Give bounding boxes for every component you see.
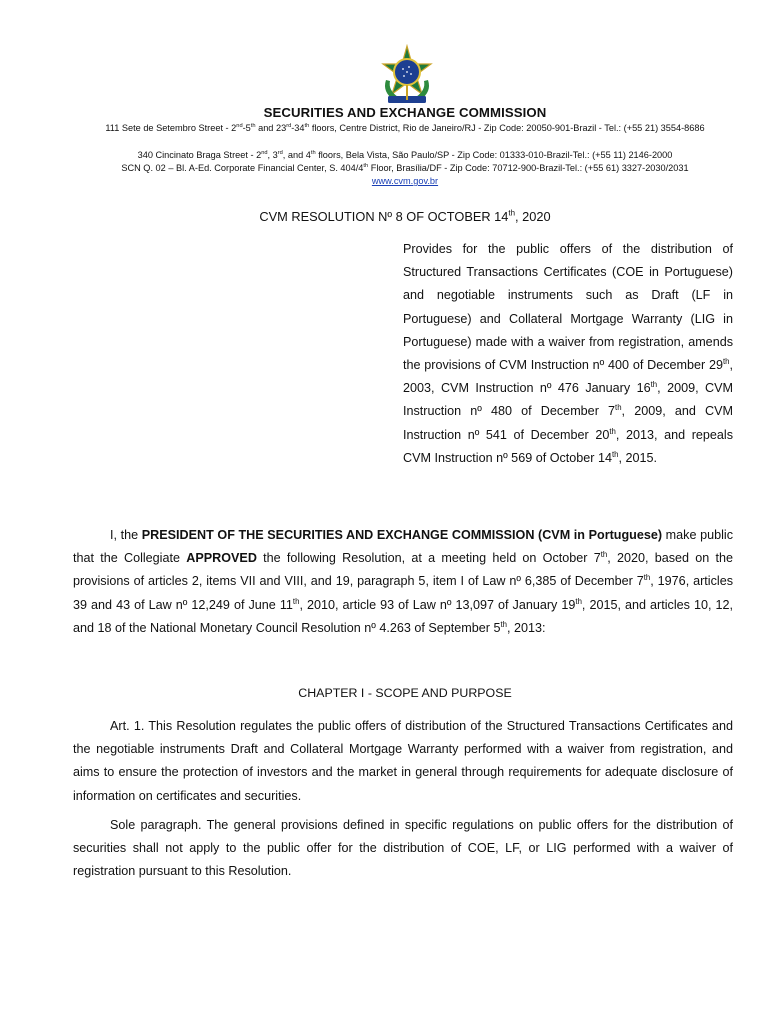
website-link[interactable]: www.cvm.gov.br (371, 176, 439, 186)
address-brasilia: SCN Q. 02 – Bl. A-Ed. Corporate Financial Center, S. 404/4th Floor, Brasília/DF - Zip Code: 70712-900-Brazil-Tel.: (+55 61) 3327-2030/2031 (121, 162, 689, 173)
chapter-heading: CHAPTER I - SCOPE AND PURPOSE (298, 686, 512, 700)
intro-paragraph: I, the PRESIDENT OF THE SECURITIES AND EXCHANGE COMMISSION (CVM in Portuguese) make public that the Collegiate APPROVED the following Resolution, at a meeting held on October 7th, 2020, based on the provisions of articles 2, items VII and VIII, and 19, paragraph 5, item I of Law nº 6,385 of December 7th, 1976, articles 39 and 43 of Law nº 12,249 of June 11th, 2010, article 93 of Law nº 13,097 of January 19th, 2015, and articles 10, 12, and 18 of the National Monetary Council Resolution nº 4.263 of September 5th, 2013: (73, 528, 734, 635)
resolution-summary: Provides for the public offers of the distribution of Structured Transactions Certificates (COE in Portuguese) and negotiable instruments such as Draft (LF in Portuguese) and Collateral Mortgage Warranty (LIG in Portuguese) made with a waiver from registration, amends the provisions of CVM Instruction nº 400 of December 29th, 2003, CVM Instruction nº 476 January 16th, 2009, CVM Instruction nº 480 of December 7th, 2009, and CVM Instruction nº 541 of December 20th, 2013, and repeals CVM Instruction nº 569 of October 14th, 2015. (403, 242, 734, 465)
website-line (70, 175, 740, 189)
address-sao-paulo: 340 Cincinato Braga Street - 2nd, 3rd, and 4th floors, Bela Vista, São Paulo/SP - Zip Code: 01333-010-Brazil-Tel.: (+55 11) 2146-2000 (137, 149, 673, 160)
address-rio-de-janeiro: 111 Sete de Setembro Street - 2nd-5th and 23rd-34th floors, Centre District, Rio de Janeiro/RJ - Zip Code: 20050-901-Brazil - Tel.: (+55 21) 3554-8686 (105, 122, 705, 133)
sole-paragraph: Sole paragraph. The general provisions defined in specific regulations on public offers for the distribution of securities shall not apply to the public offer for the distribution of COE, LF, or LIG performed with a waiver of registration pursuant to this Resolution. (73, 818, 733, 879)
brazil-coat-of-arms-emblem (376, 44, 438, 106)
organization-title: SECURITIES AND EXCHANGE COMMISSION (263, 105, 547, 120)
article-1-paragraph: Art. 1. This Resolution regulates the public offers of distribution of the Structured Transactions Certificates and the negotiable instruments Draft and Collateral Mortgage Warranty performed with a waiver from registration, and aims to ensure the protection of investors and the market in general through requirements for adequate disclosure of information on certificates and securities. (73, 719, 733, 803)
resolution-title: CVM RESOLUTION Nº 8 OF OCTOBER 14th, 2020 (259, 208, 551, 224)
